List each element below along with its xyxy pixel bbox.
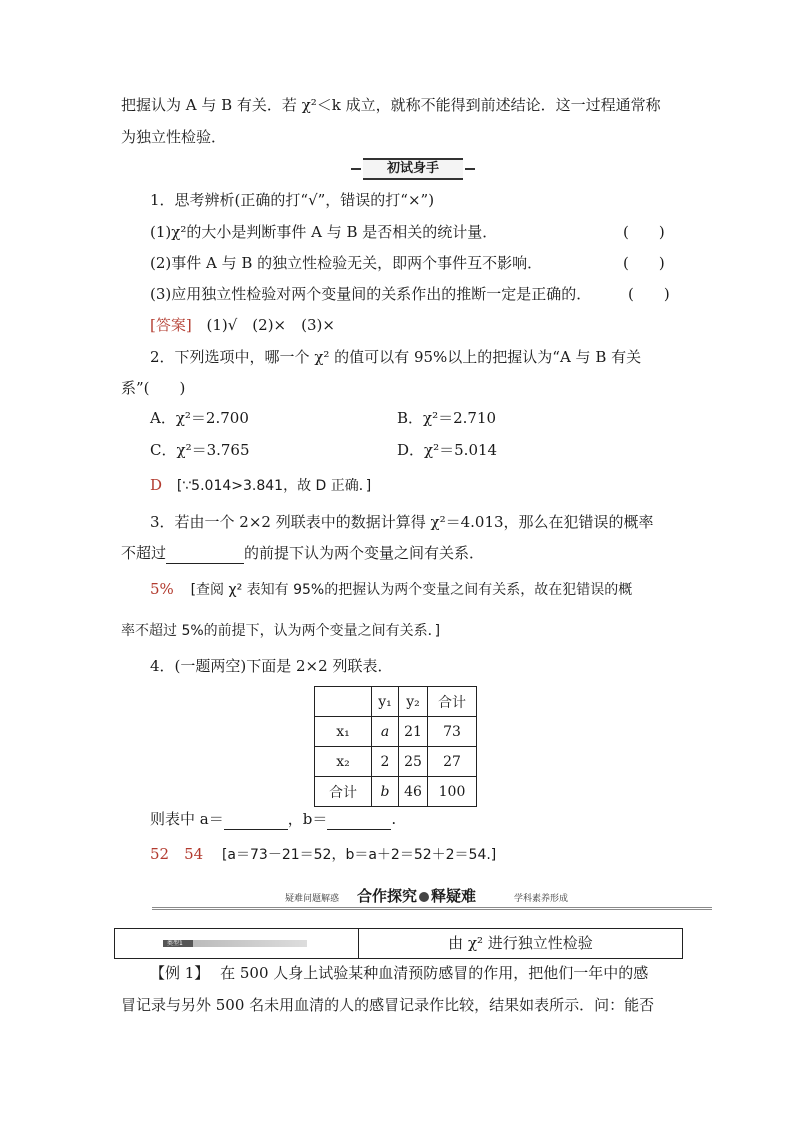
q4-blank-a[interactable] [224, 813, 288, 830]
topic-box [114, 928, 683, 959]
q3-answer-text-2: 率不超过 5%的前提下，认为两个变量之间有关系．] [121, 623, 441, 639]
q2-answer-text: [∵5.014>3.841，故 D 正确．] [176, 478, 372, 494]
q1-item-3: (3)应用独立性检验对两个变量间的关系作出的推断一定是正确的． [150, 285, 592, 303]
topic-box-left [115, 929, 359, 958]
table-cell: 46 [399, 777, 428, 807]
q3-blank[interactable] [166, 547, 244, 564]
table-row [315, 777, 477, 807]
q2-option-b: B．χ²＝2.710 [397, 409, 497, 427]
arrow-circle-icon [419, 892, 429, 902]
q3-answer-text-1: [查阅 χ² 表知有 95%的把握认为两个变量之间有关系，故在犯错误的概 [190, 582, 633, 598]
q4-answer [150, 843, 496, 866]
example-label: 【例 1】 [150, 964, 210, 982]
intro-line-2: 为独立性检验． [121, 128, 227, 146]
table-row [315, 717, 477, 747]
q1-paren-1: ( ) [623, 223, 665, 241]
table-cell [315, 687, 372, 717]
section-banner [152, 885, 712, 910]
q3-stem-2 [121, 542, 484, 564]
q2-option-c: C．χ²＝3.765 [150, 441, 250, 459]
q1-paren-2: ( ) [623, 254, 665, 272]
banner-title-a: 合作探究 [357, 887, 418, 905]
example-line-1 [150, 962, 648, 984]
q2-stem-2: 系”( ) [121, 379, 186, 397]
example-text-1: 在 500 人身上试验某种血清预防感冒的作用，把他们一年中的感 [220, 964, 649, 982]
intro-line-1: 把握认为 A 与 B 有关．若 χ²＜k 成立，就称不能得到前述结论．这一过程通常称 [121, 96, 661, 114]
table-cell: x₁ [315, 717, 372, 747]
table-cell: 合计 [315, 777, 372, 807]
topic-tag: 类型1 [163, 940, 307, 947]
answer-label: [答案] [150, 316, 192, 334]
topic-title: 由 χ² 进行独立性检验 [448, 934, 593, 952]
q1-answer [150, 314, 335, 336]
q4-fill-line [150, 808, 396, 830]
q1-item-1: (1)χ²的大小是判断事件 A 与 B 是否相关的统计量． [150, 223, 498, 241]
table-row [315, 747, 477, 777]
q3-answer-key: 5% [150, 580, 174, 598]
table-cell: y₁ [372, 687, 399, 717]
q3-stem-2-pre: 不超过 [121, 544, 167, 562]
table-cell: 2 [372, 747, 399, 777]
q1-paren-3: ( ) [628, 285, 670, 303]
q1-item-2: (2)事件 A 与 B 的独立性检验无关，即两个事件互不影响． [150, 254, 543, 272]
q1-answer-text: (1)√ (2)× (3)× [206, 316, 335, 334]
table-header-row [315, 687, 477, 717]
table-cell: x₂ [315, 747, 372, 777]
table-cell: 25 [399, 747, 428, 777]
q3-stem-1: 3．若由一个 2×2 列联表中的数据计算得 χ²＝4.013，那么在犯错误的概率 [150, 513, 654, 531]
banner-title [357, 885, 476, 906]
table-cell: 100 [428, 777, 477, 807]
q2-option-a: A．χ²＝2.700 [150, 409, 249, 427]
q1-stem: 1．思考辨析(正确的打“√”，错误的打“×”) [150, 191, 435, 209]
table-cell: y₂ [399, 687, 428, 717]
table-cell: a [372, 717, 399, 747]
q4-fill-post: . [391, 810, 397, 828]
example-line-2: 冒记录与另外 500 名未用血清的人的感冒记录作比较，结果如表所示．问：能否 [121, 996, 655, 1014]
table-cell: 27 [428, 747, 477, 777]
table-cell: 73 [428, 717, 477, 747]
table-cell: 合计 [428, 687, 477, 717]
q4-fill-pre: 则表中 a＝ [150, 810, 224, 828]
q4-answer-key: 52 54 [150, 845, 204, 863]
q4-blank-b[interactable] [327, 813, 391, 830]
q3-stem-2-post: 的前提下认为两个变量之间有关系． [244, 544, 485, 562]
banner-right-small: 学科素养形成 [514, 894, 569, 904]
q2-stem-1: 2．下列选项中，哪一个 χ² 的值可以有 95%以上的把握认为“A 与 B 有关 [150, 348, 642, 366]
q4-fill-mid: ，b＝ [287, 810, 328, 828]
q4-stem: 4．(一题两空)下面是 2×2 列联表． [150, 657, 393, 675]
q2-option-d: D．χ²＝5.014 [397, 441, 498, 459]
banner-title-b: 释疑难 [431, 887, 477, 905]
q2-answer [150, 474, 371, 497]
q4-answer-text: [a＝73－21＝52，b＝a＋2＝52＋2＝54.] [221, 847, 497, 863]
table-cell: b [372, 777, 399, 807]
contingency-table [314, 686, 477, 807]
section-heading: 初试身手 [363, 158, 463, 180]
q3-answer-1 [150, 578, 632, 601]
q2-answer-key: D [150, 476, 163, 494]
table-cell: 21 [399, 717, 428, 747]
banner-left-small: 疑难问题解惑 [285, 894, 340, 904]
